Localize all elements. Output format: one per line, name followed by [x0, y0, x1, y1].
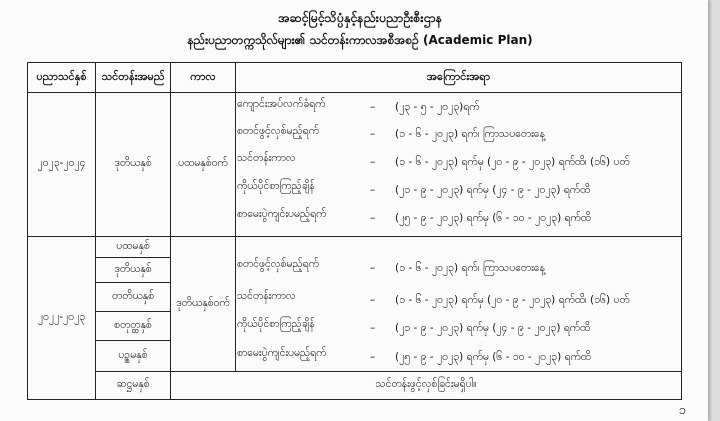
- header-period: ကာလ: [170, 62, 236, 93]
- section2-period: ဒုတိယနှစ်ဝက်: [170, 236, 236, 372]
- s2-row-label: စတင်ဖွင့်လှစ်မည့်ရက်: [237, 258, 319, 270]
- header-year: ပညာသင်နှစ်: [27, 62, 96, 93]
- s1-row-label: သင်တန်းကာလ: [237, 152, 296, 164]
- header-course: သင်တန်းအမည်: [95, 62, 171, 93]
- section2-course-item: တတိယနှစ်: [95, 282, 171, 312]
- section1-year: ၂၀၂၃-၂၀၂၄: [27, 92, 96, 237]
- s1-row-dash: –: [370, 184, 376, 196]
- s2-row-value: (၁ - ၆ - ၂၀၂၃) ရက်မှ (၂၀ - ၉ - ၂၀၂၃) ရက်ထိ၊ (၁၆) ပတ်: [395, 294, 630, 306]
- s1-row-value: (၁ - ၆ - ၂၀၂၃) ရက်၊ ကြာသပတေးနေ့: [395, 128, 545, 140]
- s1-row-label: စာမေးပွဲကျင်းပမည့်ရက်: [237, 208, 327, 220]
- s2-row-dash: –: [370, 351, 376, 363]
- header-content: အကြောင်းအရာ: [235, 62, 682, 93]
- section2-year: ၂၀၂၂-၂၀၂၃: [27, 236, 96, 400]
- s2-row-value: (၂၁ - ၉ - ၂၀၂၃) ရက်မှ (၂၄ - ၉ - ၂၀၂၃) ရက်ထိ: [395, 322, 591, 334]
- s2-row-value: (၁ - ၆ - ၂၀၂၃) ရက်၊ ကြာသပတေးနေ့: [395, 262, 545, 274]
- section1-period: ပထမနှစ်ဝက်: [170, 92, 236, 237]
- s2-row-value: (၂၅ - ၉ - ၂၀၂၃) ရက်မှ (၆ - ၁၀ - ၂၀၂၃) ရက်ထိ: [395, 351, 591, 363]
- s1-row-value: (၂၁ - ၉ - ၂၀၂၃) ရက်မှ (၂၄ - ၉ - ၂၀၂၃) ရက်ထိ: [395, 184, 591, 196]
- title-line-2: နည်းပညာတက္ကသိုလ်များ၏ သင်တန်းကာလအစီအစဉ် (Academic Plan): [187, 33, 533, 47]
- s1-row-dash: –: [370, 212, 376, 224]
- title-line-1: အဆင့်မြင့်သိပ္ပံနှင့်နည်းပညာဦးစီးဌာန: [277, 10, 443, 25]
- section2-course-item: ပထမနှစ်: [95, 236, 171, 258]
- s2-row-dash: –: [370, 322, 376, 334]
- s1-row-value: (၁ - ၆ - ၂၀၂၃) ရက်မှ (၂၀ - ၉ - ၂၀၂၃) ရက်ထိ၊ (၁၆) ပတ်: [395, 156, 630, 168]
- section2-course-item: ဆဋ္ဌမနှစ်: [95, 371, 171, 400]
- s1-row-dash: –: [370, 128, 376, 140]
- section2-course-item: ပဉ္စမနှစ်: [95, 340, 171, 372]
- s1-row-value: (၂၅ - ၉ - ၂၀၂၃) ရက်မှ (၆ - ၁၀ - ၂၀၂၃) ရက်ထိ: [395, 212, 591, 224]
- section2-note: သင်တန်းဖွင့်လှစ်ခြင်းမရှိပါ။: [170, 371, 682, 400]
- s1-row-dash: –: [370, 156, 376, 168]
- s1-row-label: ကျောင်းအပ်လက်ခံရက်: [237, 98, 326, 110]
- s1-row-dash: –: [370, 101, 376, 113]
- section2-course-item: ဒုတိယနှစ်: [95, 257, 171, 283]
- section2-course-item: စတုတ္ထနှစ်: [95, 311, 171, 341]
- s1-row-label: စတင်ဖွင့်လှစ်မည့်ရက်: [237, 125, 319, 137]
- section1-course: ဒုတိယနှစ်: [95, 92, 171, 237]
- s1-row-value: (၂၃ - ၅ - ၂၀၂၃)ရက်: [395, 101, 480, 113]
- s2-row-dash: –: [370, 262, 376, 274]
- s1-row-label: ကိုယ်ပိုင်စာကြည့်ချိန်: [237, 180, 315, 192]
- s2-row-label: သင်တန်းကာလ: [237, 290, 296, 302]
- s2-row-dash: –: [370, 294, 376, 306]
- page-number: ၁: [678, 403, 686, 418]
- s2-row-label: ကိုယ်ပိုင်စာကြည့်ချိန်: [237, 318, 315, 330]
- s2-row-label: စာမေးပွဲကျင်းပမည့်ရက်: [237, 347, 327, 359]
